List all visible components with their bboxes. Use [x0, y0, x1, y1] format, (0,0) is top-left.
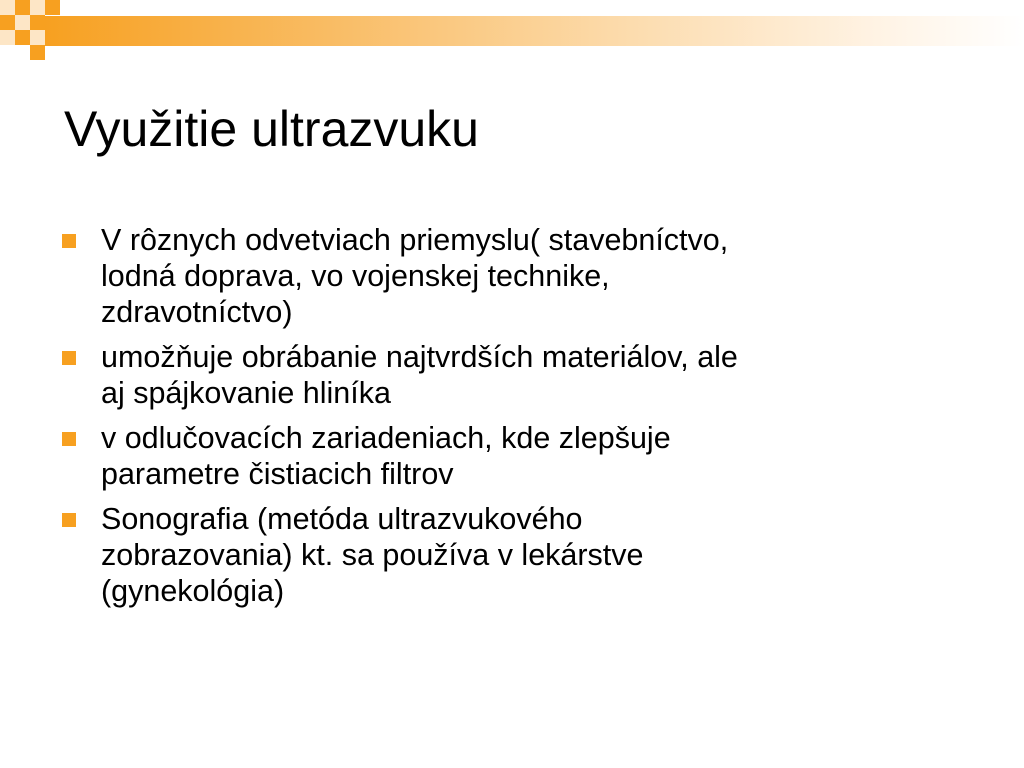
decorative-square: [15, 0, 30, 15]
decorative-square: [30, 30, 45, 45]
decorative-square: [30, 45, 45, 60]
decorative-square: [0, 0, 15, 15]
decorative-square: [0, 30, 15, 45]
bullet-line: lodná doprava, vo vojenskej technike,: [101, 259, 610, 293]
bullet-line: zdravotníctvo): [101, 295, 293, 329]
bullet-line: V rôznych odvetviach priemyslu( stavebníctvo,: [101, 223, 729, 257]
bullet-item: [62, 420, 962, 492]
square-bullet-icon: [62, 513, 76, 527]
banner-gradient-band: [44, 16, 1024, 46]
decorative-square: [0, 15, 15, 30]
bullet-line: v odlučovacích zariadeniach, kde zlepšuje: [101, 421, 671, 455]
bullet-line: parametre čistiacich filtrov: [101, 457, 454, 491]
bullet-line: zobrazovania) kt. sa používa v lekárstve: [101, 538, 644, 572]
bullet-item: [62, 222, 962, 330]
slide-title: Využitie ultrazvuku: [64, 101, 479, 157]
bullet-list: [62, 222, 962, 618]
decorative-square: [30, 15, 45, 30]
decorative-square: [15, 30, 30, 45]
bullet-item: [62, 339, 962, 411]
decorative-square: [30, 0, 45, 15]
header-banner: [0, 0, 1024, 60]
bullet-line: umožňuje obrábanie najtvrdších materiálov, ale: [101, 340, 738, 374]
square-bullet-icon: [62, 351, 76, 365]
decorative-square: [15, 15, 30, 30]
square-bullet-icon: [62, 234, 76, 248]
square-bullet-icon: [62, 432, 76, 446]
bullet-line: (gynekológia): [101, 574, 285, 608]
bullet-line: Sonografia (metóda ultrazvukového: [101, 502, 583, 536]
bullet-line: aj spájkovanie hliníka: [101, 376, 391, 410]
bullet-item: [62, 501, 962, 609]
decorative-square: [45, 0, 60, 15]
